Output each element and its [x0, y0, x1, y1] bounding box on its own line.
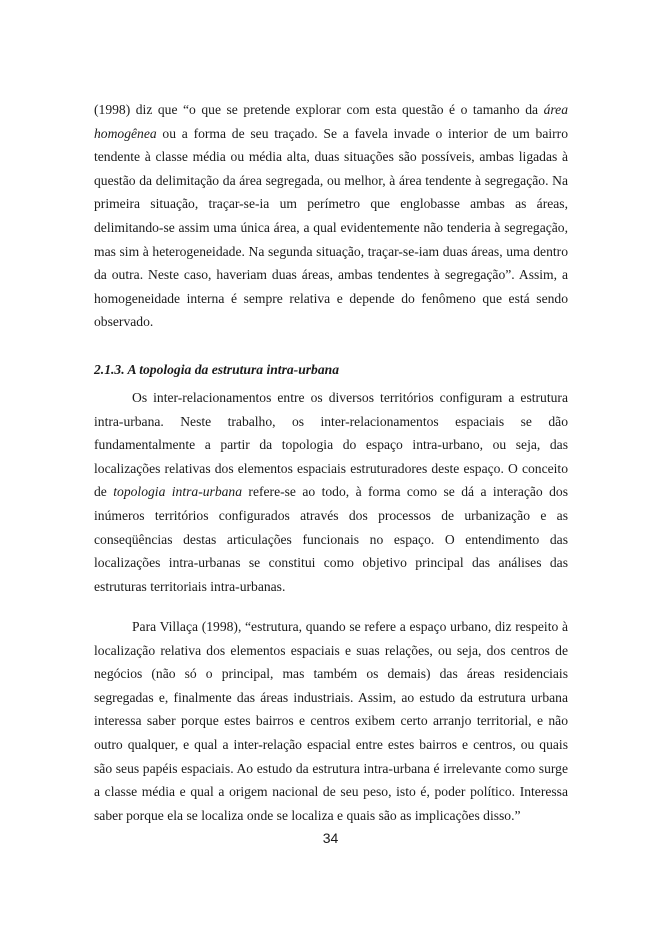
paragraph-1-part-c: ou a forma de seu traçado. Se a favela invade o interior de um bairro tendente à classe média ou média alta, duas situações são possíveis, ambas ligadas à questão da delimitação da área segregada, ou melhor, à área tendente à segregação. Na primeira situação, traçar-se-ia um perímetro que englobasse ambas as áreas, delimitando-se assim uma única área, a qual evidentemente não tenderia à segregação, mas sim à heterogeneidade. Na segunda situação, traçar-se-iam duas áreas, uma dentro da outra. Neste caso, haveriam duas áreas, ambas tendentes à segregação”. Assim, a homogeneidade interna é sempre relativa e depende do fenômeno que está sendo observado.: [94, 125, 568, 330]
paragraph-1-part-a: (1998) diz que “o que se pretende explorar com esta questão é o tamanho da: [94, 102, 544, 117]
paragraph-1-text: [94, 98, 568, 334]
paragraph-1-emphasis: área homogênea: [94, 102, 568, 141]
section-heading: 2.1.3. A topologia da estrutura intra-urbana: [94, 362, 339, 377]
paragraph-2-part-a: Os inter-relacionamentos entre os diversos territórios configuram a estrutura intra-urbana. Neste trabalho, os inter-relacionamentos espaciais se dão fundamentalmente a partir da topologia do espaço intra-urbano, ou seja, das localizações relativas dos elementos espaciais estruturadores deste espaço. O conceito de: [94, 390, 568, 500]
paragraph-2-text: [94, 386, 568, 598]
paragraph-2-part-c: refere-se ao todo, à forma como se dá a interação dos inúmeros territórios configurados através dos processos de urbanização e as conseqüências destas articulações funcionais no espaço. O entendimento das localizações intra-urbanas se constitui como objetivo principal das análises das estruturas territoriais intra-urbanas.: [94, 484, 569, 594]
paragraph-2-emphasis: topologia intra-urbana: [113, 484, 243, 500]
page-number: 34: [322, 830, 339, 846]
paragraph-3: [94, 615, 568, 827]
paragraph-2: [94, 386, 568, 598]
paragraph-1: [94, 98, 568, 334]
paragraph-3-text: Para Villaça (1998), “estrutura, quando se refere a espaço urbano, diz respeito à localização relativa dos elementos espaciais e suas relações, ou seja, dos centros de negócios (não só o principal, mas também os demais) das áreas residenciais segregadas e, finalmente das áreas industriais. Assim, ao estudo da estrutura urbana interessa saber porque estes bairros e centros exibem certo arranjo territorial, e não outro qualquer, e qual a inter-relação espacial entre estes bairros e centros, ou quais são seus papéis espaciais. Ao estudo da estrutura intra-urbana é irrelevante como surge a classe média e qual a origem nacional de seu peso, isto é, poder político. Interessa saber porque ela se localiza onde se localiza e quais são as implicações disso.”: [94, 619, 568, 823]
